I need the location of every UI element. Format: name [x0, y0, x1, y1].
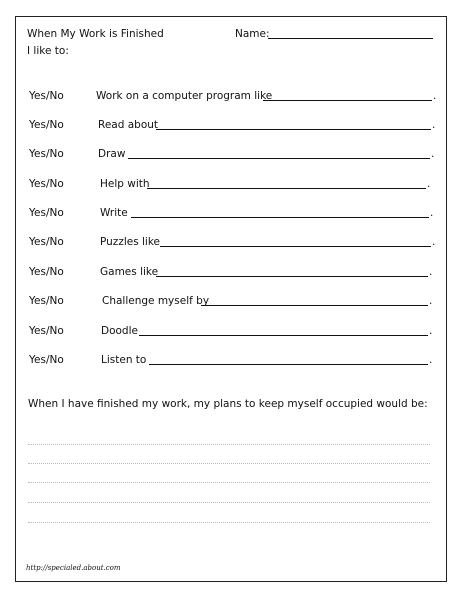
answer-blank-line [156, 129, 431, 130]
answer-blank-line [201, 305, 428, 306]
yes-no-option: Yes/No [29, 90, 64, 102]
row-prompt: Challenge myself by [102, 295, 210, 307]
line-end-period: . [430, 207, 434, 219]
answer-blank-line [147, 188, 426, 189]
line-end-period: . [432, 236, 436, 248]
footer-url: http://specialed.about.com [26, 564, 121, 572]
line-end-period: . [429, 325, 433, 337]
line-end-period: . [431, 148, 435, 160]
row-prompt: Write [100, 207, 128, 219]
answer-blank-line [160, 246, 431, 247]
line-end-period: . [429, 354, 433, 366]
yes-no-option: Yes/No [29, 266, 64, 278]
row-prompt: Read about [98, 119, 159, 131]
line-end-period: . [429, 295, 433, 307]
row-prompt: Puzzles like [100, 236, 161, 248]
line-end-period: . [433, 90, 437, 102]
yes-no-option: Yes/No [29, 178, 64, 190]
answer-blank-line [263, 100, 432, 101]
answer-blank-line [149, 364, 428, 365]
yes-no-option: Yes/No [29, 148, 64, 160]
answer-blank-line [131, 217, 429, 218]
row-prompt: Work on a computer program like [96, 90, 273, 102]
yes-no-option: Yes/No [29, 295, 64, 307]
answer-blank-line [156, 276, 428, 277]
line-end-period: . [427, 178, 431, 190]
row-prompt: Doodle [101, 325, 138, 337]
line-end-period: . [432, 119, 436, 131]
writing-line [28, 502, 430, 503]
writing-line [28, 444, 430, 445]
name-blank-line [268, 38, 433, 39]
yes-no-option: Yes/No [29, 207, 64, 219]
worksheet-title: When My Work is Finished [27, 28, 164, 40]
writing-line [28, 463, 430, 464]
yes-no-option: Yes/No [29, 325, 64, 337]
writing-line [28, 522, 430, 523]
row-prompt: Draw [98, 148, 126, 160]
yes-no-option: Yes/No [29, 236, 64, 248]
line-end-period: . [429, 266, 433, 278]
plans-prompt: When I have finished my work, my plans to keep myself occupied would be: [28, 398, 428, 410]
worksheet-subtitle: I like to: [27, 45, 69, 57]
row-prompt: Listen to [101, 354, 147, 366]
writing-line [28, 482, 430, 483]
yes-no-option: Yes/No [29, 119, 64, 131]
row-prompt: Games like [100, 266, 159, 278]
answer-blank-line [128, 158, 430, 159]
yes-no-option: Yes/No [29, 354, 64, 366]
row-prompt: Help with [100, 178, 150, 190]
answer-blank-line [139, 335, 428, 336]
name-label: Name: [235, 28, 270, 40]
